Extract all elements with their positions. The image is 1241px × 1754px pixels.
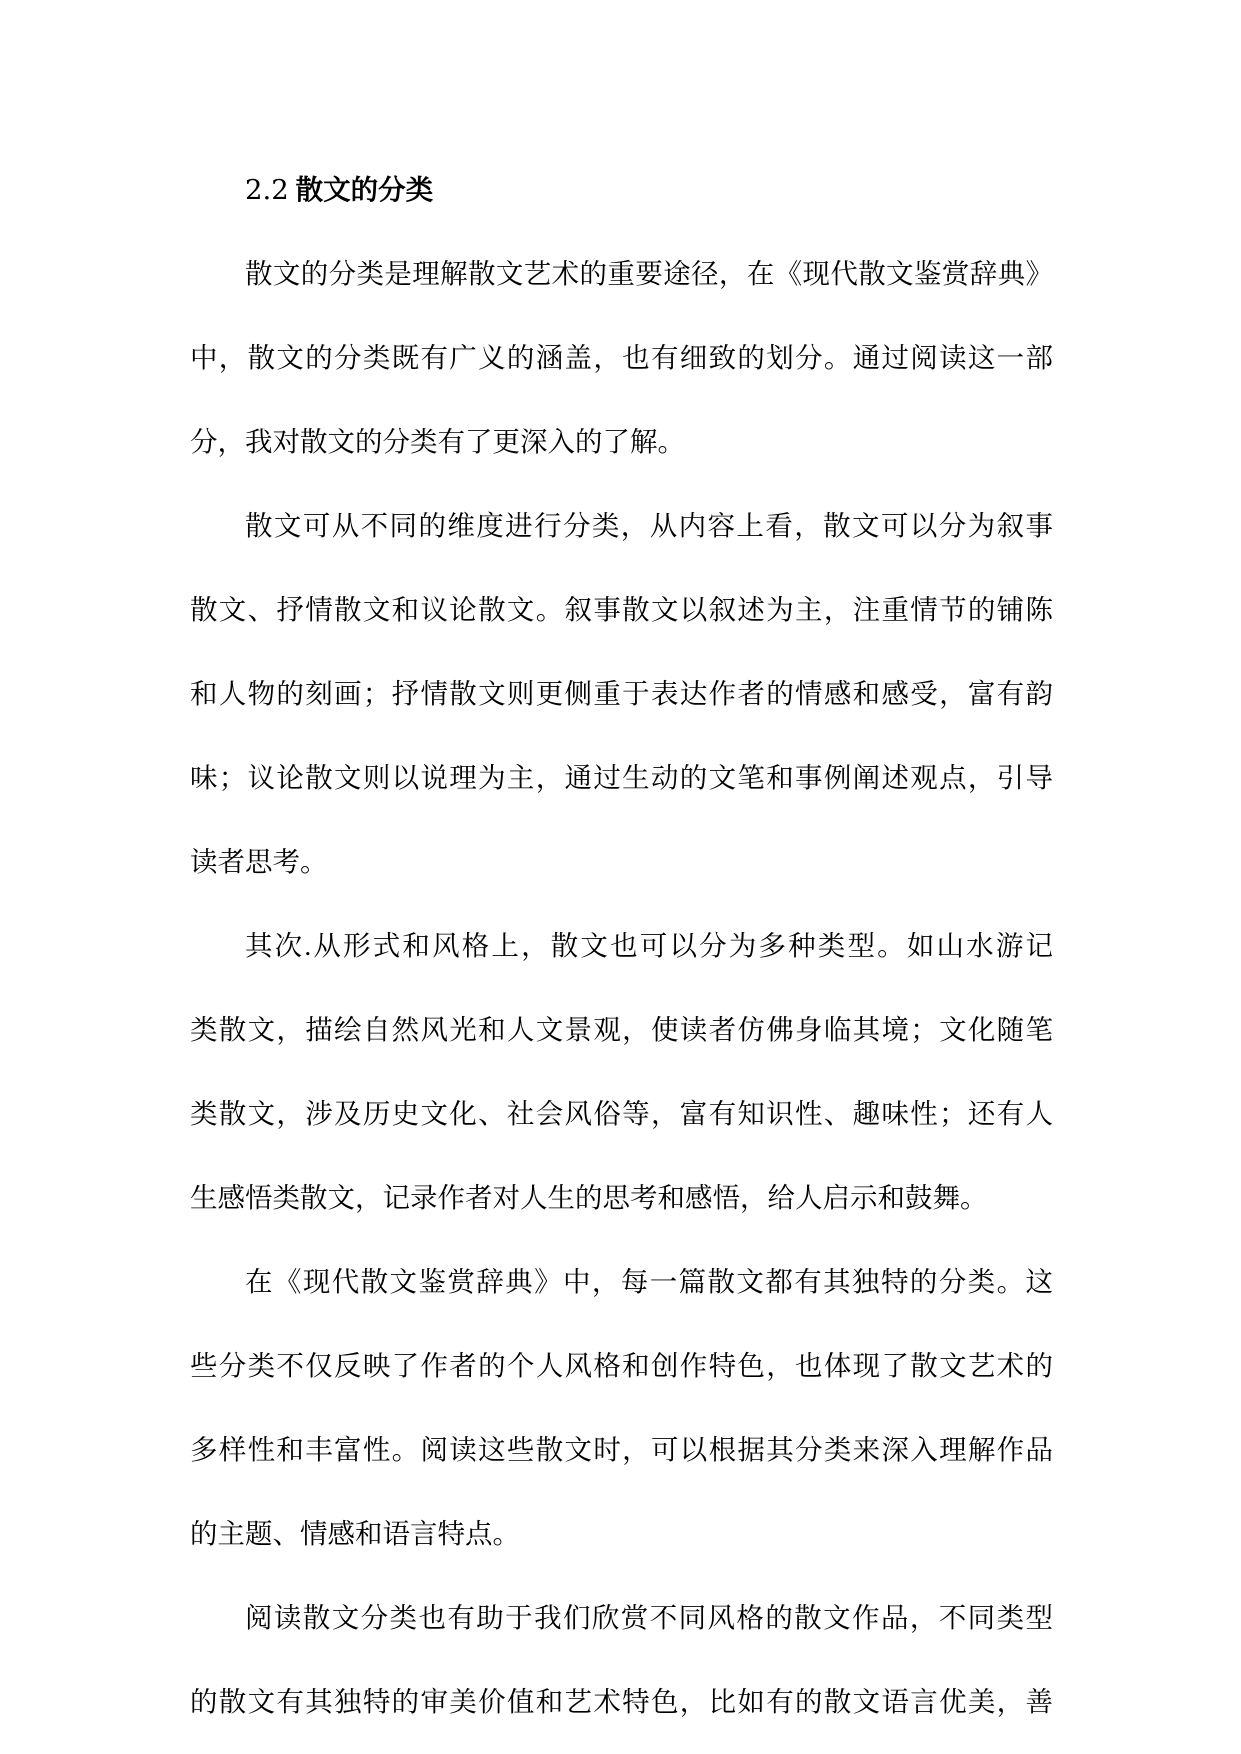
section-number: 2.2 [245,174,289,206]
paragraph [190,1240,1053,1576]
paragraph-line: 散文、抒情散文和议论散文。叙事散文以叙述为主，注重情节的铺陈 [190,594,1053,625]
paragraph-line: 和人物的刻画；抒情散文则更侧重于表达作者的情感和感受，富有韵 [190,678,1053,709]
paragraph-line: 读者思考。 [190,846,328,877]
paragraph-line: 中，散文的分类既有广义的涵盖，也有细致的划分。通过阅读这一部 [190,342,1053,373]
paragraph-line: 味；议论散文则以说理为主，通过生动的文笔和事例阐述观点，引导 [190,762,1053,793]
paragraph-line: 其次.从形式和风格上，散文也可以分为多种类型。如山水游记 [245,930,1053,961]
paragraph-line: 类散文，涉及历史文化、社会风俗等，富有知识性、趣味性；还有人 [190,1098,1053,1129]
paragraph-line: 分，我对散文的分类有了更深入的了解。 [190,426,685,457]
paragraph-line: 阅读散文分类也有助于我们欣赏不同风格的散文作品，不同类型 [245,1602,1053,1633]
paragraph-line: 的主题、情感和语言特点。 [190,1518,520,1549]
paragraph-line: 多样性和丰富性。阅读这些散文时，可以根据其分类来深入理解作品 [190,1434,1053,1465]
paragraph [190,484,1053,904]
paragraph-line: 散文的分类是理解散文艺术的重要途径，在《现代散文鉴赏辞典》 [245,258,1053,289]
paragraph-line: 类散文，描绘自然风光和人文景观，使读者仿佛身临其境；文化随笔 [190,1014,1053,1045]
section-heading [190,148,1053,232]
paragraph-line: 些分类不仅反映了作者的个人风格和创作特色，也体现了散文艺术的 [190,1350,1053,1381]
paragraph-line: 的散文有其独特的审美价值和艺术特色，比如有的散文语言优美，善 [190,1686,1053,1717]
paragraph [190,232,1053,484]
paragraph [190,904,1053,1240]
paragraph-line: 生感悟类散文，记录作者对人生的思考和感悟，给人启示和鼓舞。 [190,1182,988,1213]
paragraph [190,1576,1053,1744]
paragraph-line: 散文可从不同的维度进行分类，从内容上看，散文可以分为叙事 [245,510,1053,541]
document-body [190,148,1053,1744]
paragraph-line: 在《现代散文鉴赏辞典》中，每一篇散文都有其独特的分类。这 [245,1266,1053,1297]
section-title: 散文的分类 [295,174,434,205]
